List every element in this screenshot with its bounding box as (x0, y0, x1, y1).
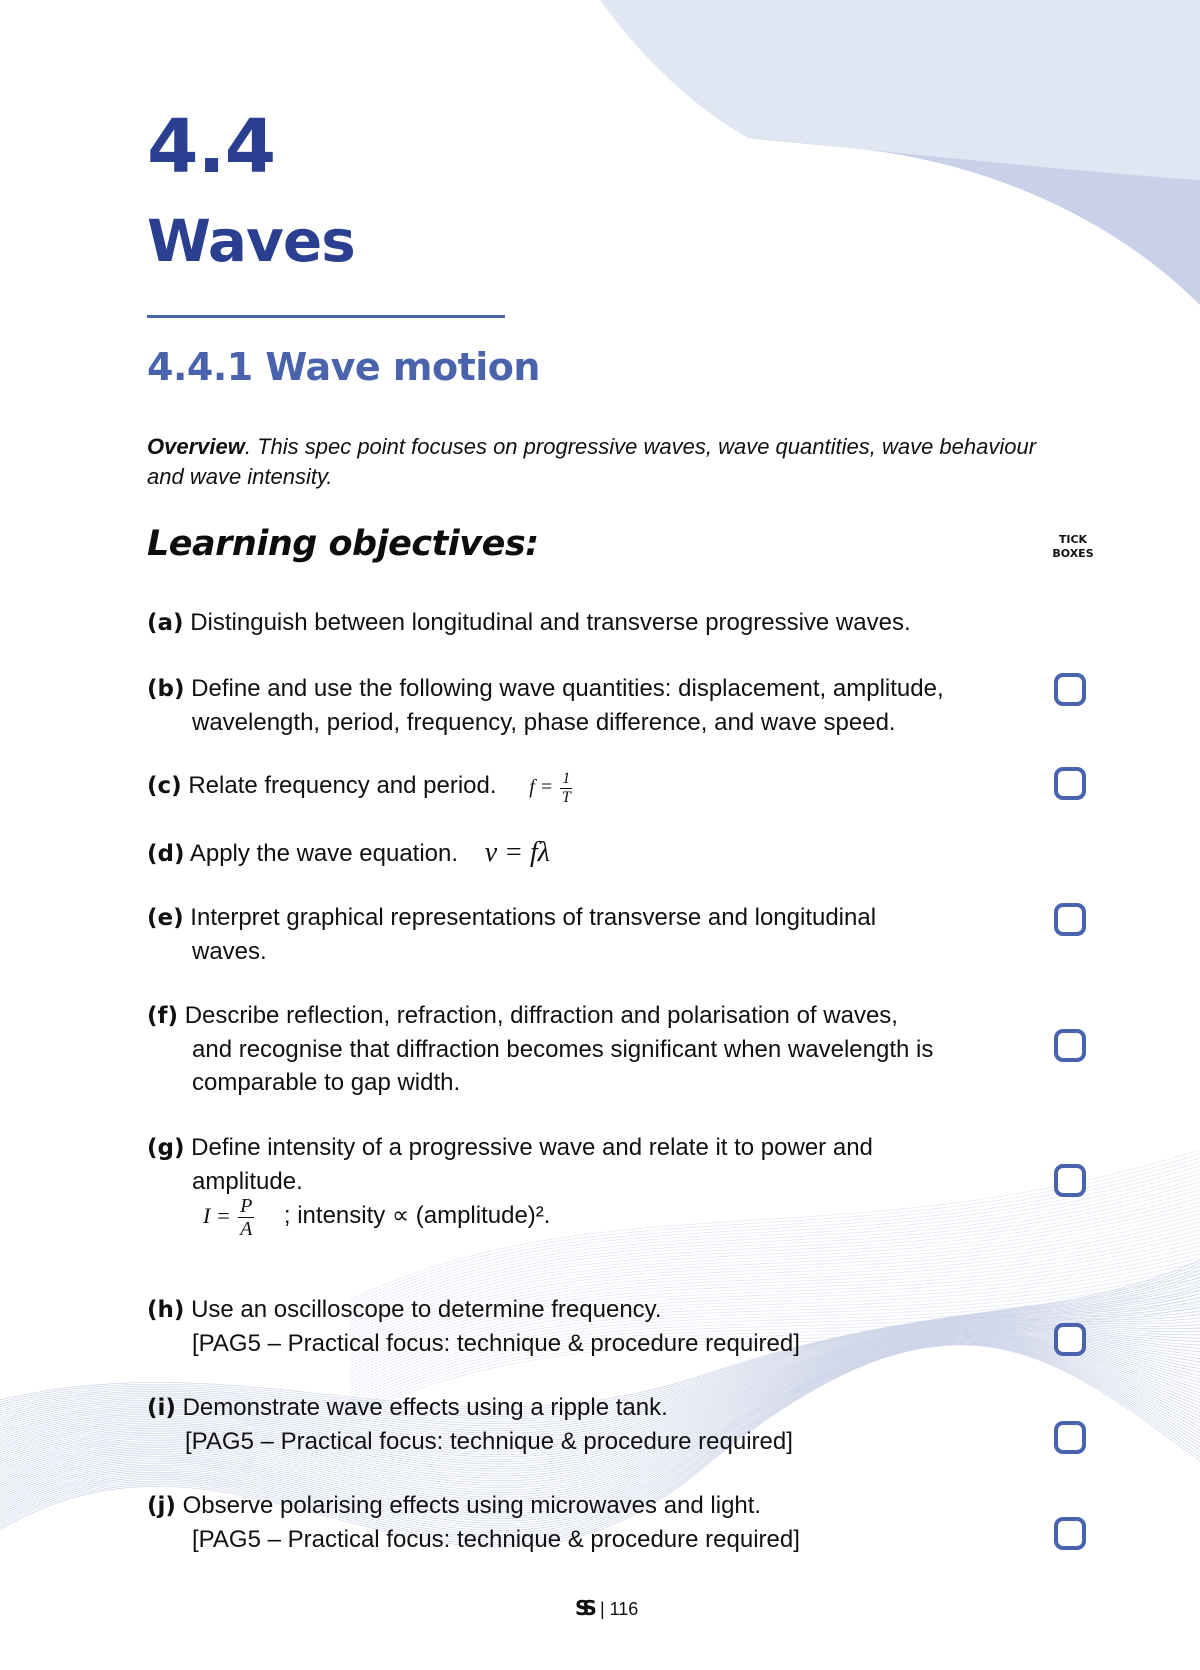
intensity-formula (203, 1195, 262, 1240)
objective-letter: (b) (147, 676, 185, 702)
tick-box-h[interactable] (1054, 1323, 1086, 1356)
objective-letter: (h) (147, 1297, 185, 1323)
objective-text-line2: [PAG5 – Practical focus: technique & procedure required] (192, 1526, 800, 1553)
tick-box-g[interactable] (1054, 1164, 1086, 1197)
formula-numerator: 1 (562, 769, 571, 787)
objective-d (147, 836, 1047, 871)
objective-letter: (c) (147, 773, 182, 799)
objective-text: Relate frequency and period. (188, 772, 497, 799)
objective-text-line2: amplitude. (192, 1168, 303, 1195)
objective-e (147, 901, 1047, 968)
tick-box-i[interactable] (1054, 1421, 1086, 1454)
objective-text: Distinguish between longitudinal and transverse progressive waves. (190, 609, 911, 636)
objective-letter: (j) (147, 1493, 176, 1519)
objective-a (147, 606, 1047, 640)
objective-text-line2: waves. (192, 938, 267, 965)
publisher-logo: SS (575, 1596, 591, 1620)
objective-letter: (f) (147, 1003, 179, 1029)
objective-text-line2: [PAG5 – Practical focus: technique & procedure required] (185, 1428, 793, 1455)
objective-h (147, 1293, 1047, 1360)
objective-c (147, 769, 1047, 806)
intensity-formula-line (147, 1196, 1047, 1239)
tick-boxes-label (1040, 533, 1106, 561)
formula-numerator: P (240, 1195, 253, 1217)
tick-box-c[interactable] (1054, 767, 1086, 800)
objective-g (147, 1131, 1047, 1239)
page-number: | 116 (599, 1599, 639, 1619)
objective-f (147, 999, 1047, 1099)
tick-box-e[interactable] (1054, 903, 1086, 936)
formula-lhs: f = (529, 776, 554, 798)
formula-fraction (238, 1196, 254, 1239)
objective-text: Demonstrate wave effects using a ripple tank. (182, 1394, 668, 1421)
objective-letter: (a) (147, 610, 184, 636)
objective-i (147, 1391, 1047, 1458)
objective-letter: (g) (147, 1135, 185, 1161)
overview-text: . This spec point focuses on progressive waves, wave quantities, wave behaviour and wave intensity. (147, 434, 1037, 489)
objective-text: Observe polarising effects using microwaves and light. (182, 1492, 762, 1519)
objective-text-line2: and recognise that diffraction becomes significant when wavelength is (192, 1036, 934, 1063)
formula-denominator: A (240, 1218, 253, 1240)
tick-box-f[interactable] (1054, 1029, 1086, 1062)
objective-text: Define and use the following wave quantities: displacement, amplitude, (191, 675, 944, 702)
objective-text: Apply the wave equation. (189, 840, 459, 867)
objective-text-line2: wavelength, period, frequency, phase difference, and wave speed. (192, 709, 896, 736)
intensity-proportionality: ; intensity ∝ (amplitude)². (283, 1201, 551, 1229)
objective-b (147, 672, 1047, 739)
objective-letter: (d) (147, 841, 185, 867)
formula-fraction (560, 771, 572, 806)
chapter-number: 4.4 (147, 104, 276, 190)
tick-box-b[interactable] (1054, 673, 1086, 706)
top-right-wave-band (748, 138, 1200, 305)
tick-label-line2: BOXES (1052, 547, 1094, 560)
overview-paragraph (147, 432, 1047, 492)
page-footer (575, 1596, 655, 1620)
objective-j (147, 1489, 1047, 1556)
overview-label: Overview (147, 434, 245, 459)
wave-equation-formula: v = fλ (484, 837, 550, 868)
objective-text: Describe reflection, refraction, diffraction and polarisation of waves, (184, 1002, 898, 1029)
chapter-title: Waves (147, 207, 355, 275)
learning-objectives-heading: Learning objectives: (147, 524, 539, 564)
objective-text-line3: comparable to gap width. (192, 1069, 461, 1096)
section-title: 4.4.1 Wave motion (147, 345, 540, 389)
top-right-wave-shape (600, 0, 1200, 305)
objective-letter: (e) (147, 905, 184, 931)
objective-letter: (i) (147, 1395, 176, 1421)
objective-text: Interpret graphical representations of transverse and longitudinal (190, 904, 877, 931)
objective-text: Define intensity of a progressive wave and relate it to power and (191, 1134, 873, 1161)
tick-label-line1: TICK (1058, 533, 1088, 546)
formula-denominator: T (561, 788, 571, 806)
title-divider (147, 315, 505, 318)
objective-text: Use an oscilloscope to determine frequency. (191, 1296, 662, 1323)
tick-box-j[interactable] (1054, 1517, 1086, 1550)
frequency-period-formula (529, 769, 574, 806)
formula-lhs: I = (203, 1202, 231, 1228)
objective-text-line2: [PAG5 – Practical focus: technique & procedure required] (192, 1330, 800, 1357)
